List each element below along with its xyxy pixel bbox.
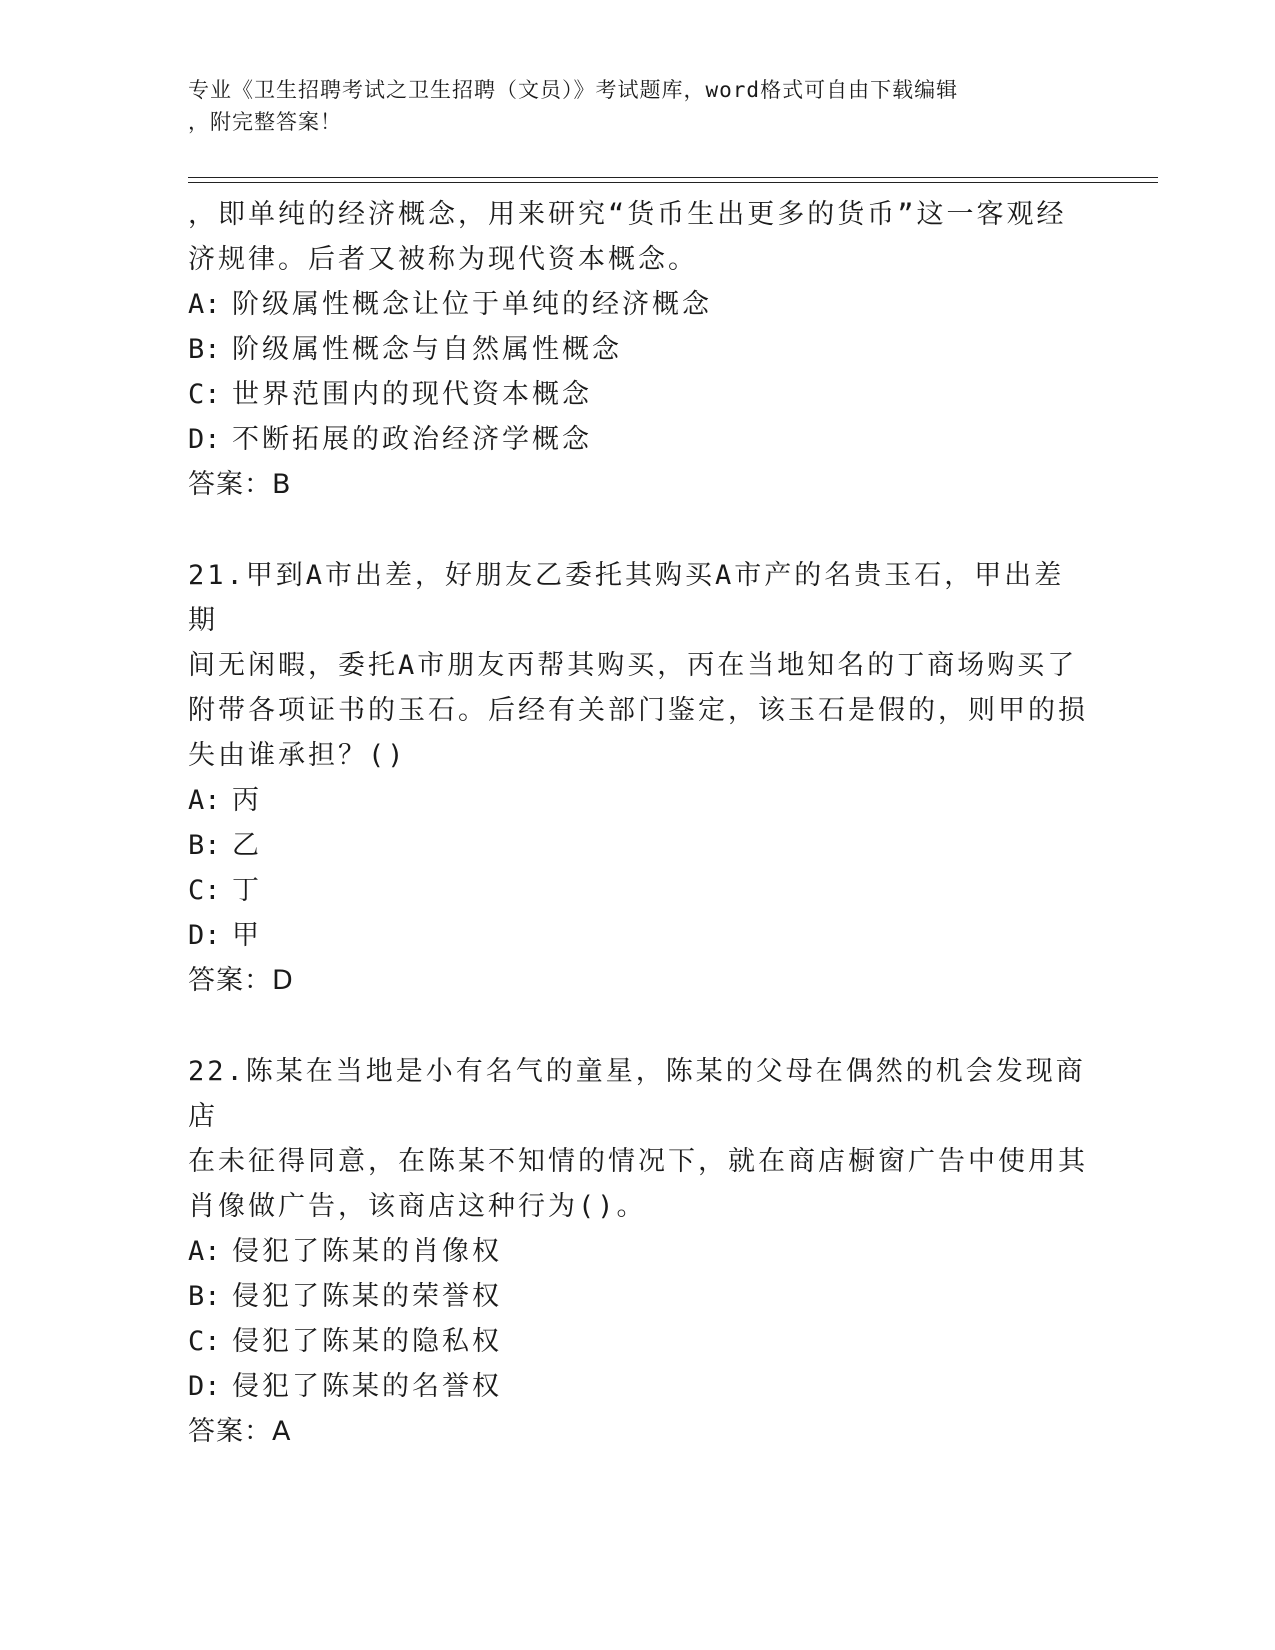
option-a [188, 282, 1088, 327]
header-line-1: 专业《卫生招聘考试之卫生招聘（文员）》考试题库，word格式可自由下载编辑 [188, 78, 959, 102]
option-key: D: [188, 424, 221, 455]
option-c [188, 868, 1088, 913]
option-key: B: [188, 334, 221, 365]
option-key: C: [188, 875, 221, 906]
option-text: 甲 [232, 920, 262, 951]
question-stem-line: ，即单纯的经济概念，用来研究“货币生出更多的货币”这一客观经 [188, 199, 1067, 230]
option-text: 丁 [232, 875, 262, 906]
question-stem-line: 附带各项证书的玉石。后经有关部门鉴定，该玉石是假的，则甲的损 [188, 695, 1088, 726]
option-key: A: [188, 785, 221, 816]
option-b [188, 327, 1088, 372]
answer: 答案：A [188, 1416, 292, 1447]
option-a [188, 778, 1088, 823]
option-key: C: [188, 379, 221, 410]
spacer [188, 507, 1088, 553]
header-divider-top [188, 177, 1158, 178]
option-key: A: [188, 289, 221, 320]
question-22 [188, 1049, 1088, 1454]
header-line-2: ，附完整答案！ [188, 110, 342, 134]
option-text: 阶级属性概念让位于单纯的经济概念 [232, 289, 712, 320]
option-text: 侵犯了陈某的肖像权 [232, 1236, 502, 1267]
option-text: 世界范围内的现代资本概念 [232, 379, 592, 410]
question-stem-line: 肖像做广告，该商店这种行为()。 [188, 1191, 647, 1222]
option-text: 不断拓展的政治经济学概念 [232, 424, 592, 455]
option-d [188, 1364, 1088, 1409]
question-stem-line: 失由谁承担？() [188, 740, 407, 771]
question-21 [188, 553, 1088, 1003]
question-stem-line: 22.陈某在当地是小有名气的童星，陈某的父母在偶然的机会发现商店 [188, 1056, 1086, 1132]
option-key: D: [188, 920, 221, 951]
option-text: 侵犯了陈某的荣誉权 [232, 1281, 502, 1312]
option-text: 侵犯了陈某的隐私权 [232, 1326, 502, 1357]
option-d [188, 913, 1088, 958]
document-body [188, 192, 1088, 1454]
option-text: 乙 [232, 830, 262, 861]
option-key: D: [188, 1371, 221, 1402]
option-text: 侵犯了陈某的名誉权 [232, 1371, 502, 1402]
option-b [188, 823, 1088, 868]
option-a [188, 1229, 1088, 1274]
option-c [188, 372, 1088, 417]
document-header [188, 74, 1088, 138]
option-d [188, 417, 1088, 462]
option-text: 丙 [232, 785, 262, 816]
question-stem-line: 济规律。后者又被称为现代资本概念。 [188, 244, 698, 275]
spacer [188, 1003, 1088, 1049]
question-stem-line: 21.甲到A市出差，好朋友乙委托其购买A市产的名贵玉石，甲出差期 [188, 560, 1065, 636]
option-b [188, 1274, 1088, 1319]
option-key: B: [188, 830, 221, 861]
answer: 答案：B [188, 469, 292, 500]
answer: 答案：D [188, 965, 294, 996]
option-key: A: [188, 1236, 221, 1267]
question-stem-line: 间无闲暇，委托A市朋友丙帮其购买，丙在当地知名的丁商场购买了 [188, 650, 1078, 681]
question-20 [188, 192, 1088, 507]
header-divider-bottom [188, 182, 1158, 183]
option-key: B: [188, 1281, 221, 1312]
option-key: C: [188, 1326, 221, 1357]
question-stem-line: 在未征得同意，在陈某不知情的情况下，就在商店橱窗广告中使用其 [188, 1146, 1088, 1177]
option-text: 阶级属性概念与自然属性概念 [232, 334, 622, 365]
option-c [188, 1319, 1088, 1364]
